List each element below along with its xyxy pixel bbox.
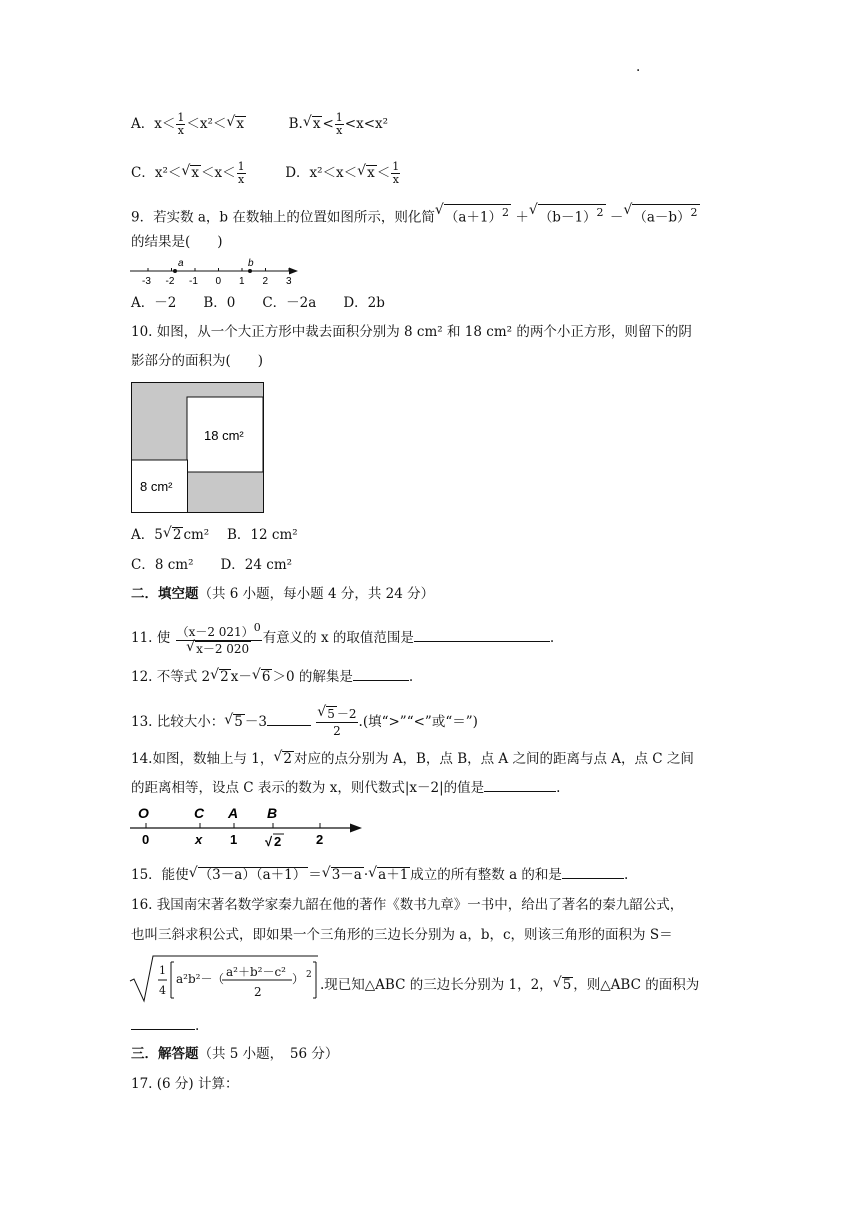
- axis-tick-label: 3: [286, 276, 292, 286]
- q11-end: .: [549, 630, 555, 646]
- tick-label-x: x: [195, 832, 203, 847]
- q14-line-2: [131, 779, 560, 797]
- point-b-dot: [248, 269, 252, 273]
- tick-label-sqrt2-radical: √: [265, 834, 273, 849]
- q13-mid: －3: [244, 714, 267, 730]
- q8-option-d-fraction: [391, 161, 400, 186]
- q12-lead: 12. 不等式 2: [131, 669, 211, 685]
- q12-mid: x－: [230, 669, 252, 685]
- formula-denominator: 2: [254, 985, 262, 999]
- q10-options-1: [131, 526, 298, 544]
- label-O: O: [138, 805, 149, 821]
- fraction-denominator: x: [238, 173, 245, 186]
- q11-exponent: 0: [253, 621, 261, 634]
- sqrt-radical: √ 5: [233, 714, 245, 730]
- fraction-numerator: [176, 620, 262, 641]
- q8-option-d: D．x²＜x＜: [285, 165, 358, 181]
- q14-line-1: [131, 750, 694, 768]
- answer-blank[interactable]: [414, 641, 550, 642]
- label-8: 8 cm²: [140, 479, 173, 494]
- q12-tail: ＞0 的解集是: [272, 669, 353, 685]
- section-note: （共 5 小题， 56 分）: [198, 1046, 339, 1062]
- page-marker: .: [636, 59, 641, 75]
- answer-blank[interactable]: [353, 680, 409, 681]
- fraction-numerator: [316, 706, 357, 723]
- q8-option-row-2: [131, 161, 401, 186]
- q9-number-line: [128, 256, 303, 286]
- tick-label-2: 2: [316, 832, 324, 847]
- q8-option-b-mid: <: [322, 116, 334, 132]
- q9-radicand-3: （a－b）: [633, 209, 691, 226]
- answer-blank[interactable]: [131, 1029, 195, 1030]
- q11: [131, 620, 554, 657]
- q9-exp-3: 2: [690, 206, 698, 219]
- label-B: B: [267, 805, 278, 821]
- fraction-numerator: 1: [335, 111, 343, 124]
- q14-lead: 14.如图，数轴上与 1，: [131, 751, 274, 767]
- q9-radical-2: [538, 204, 606, 226]
- q8-option-d-mid: ＜: [376, 165, 391, 181]
- point-a-dot: [173, 269, 177, 273]
- q14-number-line: [128, 802, 368, 852]
- q15-lead: 15．能使: [131, 867, 189, 883]
- q10-square-figure: [131, 382, 265, 514]
- axis-tick-label: -1: [189, 276, 198, 286]
- q11-lead: 11. 使: [131, 630, 171, 646]
- q16-line-3-pre: .现已知△ABC 的三边长分别为 1，2，: [320, 977, 553, 993]
- q8-option-b: B.: [288, 116, 303, 132]
- q16-end: .: [195, 1018, 200, 1034]
- q9-minus: －: [609, 209, 624, 226]
- formula-paren-left: （: [212, 972, 225, 986]
- section-note: （共 6 小题，每小题 4 分，共 24 分）: [198, 586, 435, 602]
- sqrt-radical: √ x: [190, 165, 201, 181]
- sqrt-radical: √ a＋1: [377, 867, 410, 883]
- q15-equals: ＝: [308, 867, 322, 883]
- point-b-label: b: [248, 258, 254, 269]
- fraction-denominator: [176, 641, 262, 657]
- q9-plus: ＋: [515, 209, 529, 226]
- tick-label-sqrt2: 2: [274, 834, 282, 849]
- formula-numerator: a²＋b²－c²: [226, 965, 286, 979]
- q11-tail: 有意义的 x 的取值范围是: [262, 630, 414, 646]
- sqrt-radical: √ 2: [172, 527, 184, 543]
- fraction-numerator: 1: [237, 160, 245, 173]
- sqrt-radical: √ 2: [282, 751, 294, 767]
- q9-radical-1: [444, 204, 511, 226]
- formula-four: 4: [159, 984, 166, 997]
- q8-option-a: A．x＜: [131, 116, 176, 132]
- q10-line-1: 10. 如图，从一个大正方形中裁去面积分别为 8 cm² 和 18 cm² 的两个小正方形，则留下的阴: [131, 324, 692, 340]
- fraction-numerator: 1: [392, 160, 400, 173]
- q8-option-a-fraction: [176, 112, 185, 137]
- q8-option-row-1: [131, 112, 388, 137]
- section-title: 三．解答题: [131, 1046, 199, 1062]
- formula-a2b2: a²b²－: [176, 972, 213, 986]
- q9-options: A．－2 B．0 C．－2a D．2b: [131, 295, 385, 311]
- q9-lead: 9．若实数 a，b 在数轴上的位置如图所示，则化简: [131, 209, 435, 226]
- q11-fraction: [176, 620, 262, 657]
- sqrt-radical: √ x: [235, 116, 246, 132]
- section-3-heading: [131, 1045, 338, 1063]
- axis-tick-label: 0: [215, 276, 222, 286]
- formula-one: 1: [159, 964, 166, 977]
- tick-label-1: 1: [230, 832, 238, 847]
- sqrt-radical: √ x: [366, 165, 377, 181]
- section-title: 二．填空题: [131, 586, 199, 602]
- q15-end: .: [623, 867, 629, 883]
- q14-line-1-tail: 对应的点分别为 A，B，点 B，点 A 之间的距离与点 A，点 C 之间: [293, 751, 694, 767]
- q13-tail: .(填“>”“<”或“＝”): [358, 714, 478, 730]
- q8-option-c-mid: ＜x＜: [200, 165, 236, 181]
- sqrt-radical: √ x－2 020: [195, 641, 251, 657]
- q13-fraction: [316, 706, 357, 739]
- sqrt-radical: √ x: [312, 116, 323, 132]
- sqrt-radical: √ 2: [219, 669, 231, 685]
- q16-line-2: 也叫三斜求积公式，即如果一个三角形的三边长分别为 a，b，c，则该三角形的面积为 S＝: [131, 927, 673, 943]
- formula-paren-right: ）: [292, 972, 305, 986]
- fraction-denominator: 2: [333, 724, 341, 738]
- q16-line-3-post: ，则△ABC 的面积为: [573, 977, 700, 993]
- formula-exponent: 2: [306, 970, 312, 980]
- q9-radical-3: [632, 204, 699, 226]
- axis-tick-label: 2: [262, 276, 269, 286]
- sqrt-radical: √ 5: [562, 977, 574, 993]
- bottom-labels: [142, 832, 323, 849]
- ticks: [146, 823, 320, 828]
- q11-numerator: （x－2 021）: [176, 625, 254, 639]
- fraction-denominator: x: [392, 173, 399, 186]
- answer-blank[interactable]: [562, 878, 624, 879]
- tick-label-0: 0: [142, 832, 150, 847]
- q13: [131, 706, 478, 739]
- q15-dot: ·: [363, 867, 369, 883]
- q16-line-3: [320, 976, 699, 994]
- q9-stem: [131, 204, 700, 227]
- answer-blank[interactable]: [267, 725, 311, 726]
- q8-option-c-fraction: [237, 161, 246, 186]
- label-18: 18 cm²: [204, 428, 244, 443]
- label-A: A: [228, 805, 239, 821]
- axis-arrow: [289, 268, 298, 275]
- label-C: C: [194, 805, 205, 821]
- sqrt-radical: √ （3－a）（a＋1）: [198, 867, 309, 883]
- q10-options-2: C．8 cm² D．24 cm²: [131, 557, 293, 573]
- q16-line-1: 16. 我国南宋著名数学家秦九韶在他的著作《数书九章》一书中，给出了著名的秦九韶公式，: [131, 897, 684, 913]
- q12-end: .: [408, 669, 414, 685]
- q13-lead: 13. 比较大小：: [131, 714, 225, 730]
- q15-tail: 成立的所有整数 a 的和是: [410, 867, 562, 883]
- fraction-denominator: x: [177, 124, 184, 137]
- q12: [131, 668, 413, 686]
- q16-line-4: [131, 1017, 199, 1035]
- answer-blank[interactable]: [484, 791, 556, 792]
- fraction-numerator: 1: [177, 111, 185, 124]
- q9-radicand-1: （a＋1）: [444, 209, 503, 226]
- q8-option-a-tail: ＜x²＜: [186, 116, 227, 132]
- axis-tick-label: -2: [165, 276, 175, 286]
- q8-option-c: C．x²＜: [131, 165, 182, 181]
- q15: [131, 866, 628, 884]
- sqrt-radical: √ 6: [261, 669, 273, 685]
- q9-radicand-2: （b－1）: [538, 209, 597, 226]
- q9-exp-1: 2: [502, 206, 510, 219]
- q17: 17. (6 分) 计算：: [131, 1076, 239, 1092]
- q13-numerator-tail: －2: [336, 707, 357, 721]
- q8-option-b-fraction: [335, 112, 344, 137]
- axis-tick-label: 1: [239, 276, 245, 286]
- q9-exp-2: 2: [596, 206, 604, 219]
- fraction-denominator: x: [336, 124, 343, 137]
- q10-option-b: cm² B．12 cm²: [183, 527, 298, 543]
- axis-tick-label: -3: [142, 276, 151, 286]
- q10-option-a: A．5: [131, 527, 163, 543]
- top-labels: [138, 805, 277, 821]
- sqrt-radical: √ 5: [326, 706, 337, 722]
- q9-line-2: 的结果是( ): [131, 234, 223, 250]
- sqrt-radical: √ 3－a: [331, 867, 364, 883]
- section-2-heading: [131, 585, 434, 603]
- axis-arrow: [350, 824, 362, 833]
- q8-option-b-tail: <x<x²: [344, 116, 389, 132]
- point-a-label: a: [178, 258, 184, 269]
- q14-line-2-text: 的距离相等，设点 C 表示的数为 x，则代数式|x－2|的值是: [131, 780, 485, 796]
- q10-line-2: 影部分的面积为( ): [131, 353, 264, 369]
- q14-end: .: [556, 780, 561, 796]
